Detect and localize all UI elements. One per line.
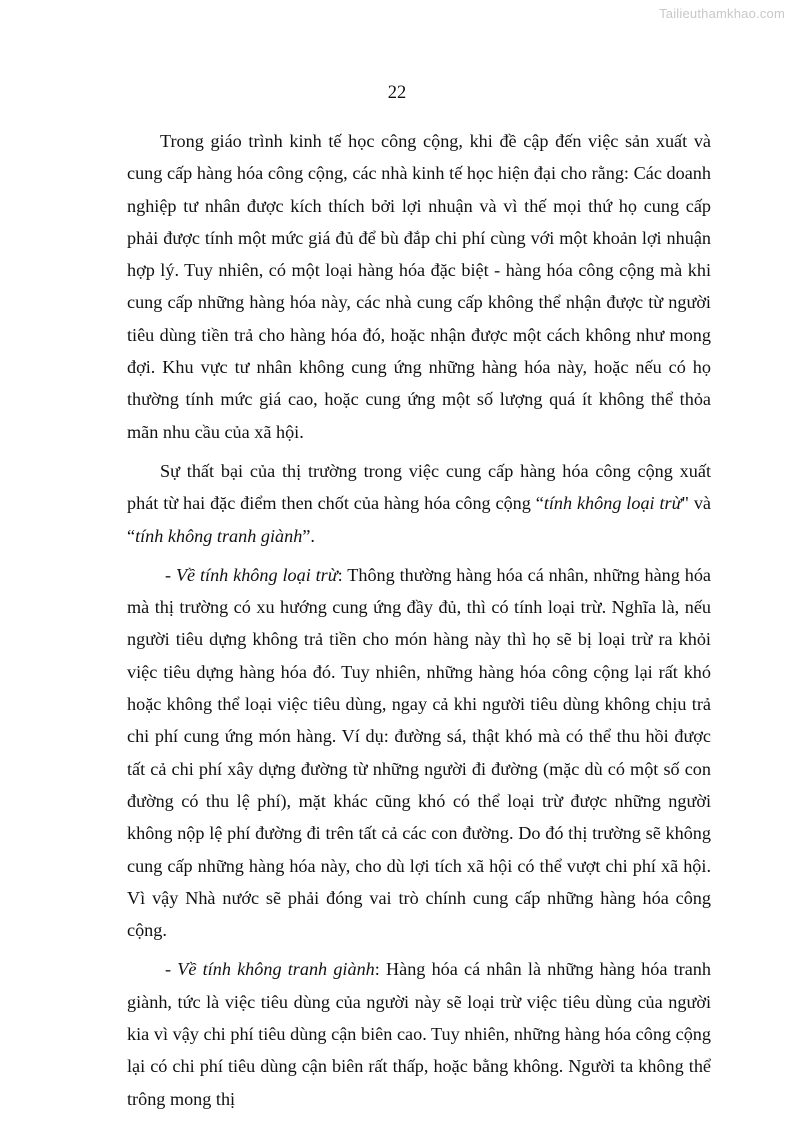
- list-dash: -: [165, 564, 176, 585]
- document-body: [127, 125, 711, 1115]
- section-heading-non-excludability: Về tính không loại trừ: [175, 564, 338, 585]
- term-non-rivalry: tính không tranh giành: [135, 525, 303, 546]
- paragraph-market-failure: [127, 455, 711, 552]
- paragraph-text: Sự thất bại của thị trường trong việc cung cấp hàng hóa công cộng xuất phát từ hai đặc điểm then chốt của hàng hóa công cộng “: [127, 460, 711, 514]
- paragraph-non-rivalry: [127, 953, 711, 1114]
- watermark: Tailieuthamkhao.com: [659, 6, 785, 21]
- paragraph-text: " và “: [127, 493, 711, 546]
- paragraph-text: : Thông thường hàng hóa cá nhân, những hàng hóa mà thị trường có xu hướng cung ứng đầy đủ, thì có tính loại trừ. Nghĩa là, nếu người tiêu dựng không trả tiền cho món hàng này thì họ sẽ bị loại trừ ra khỏi việc tiêu dựng hàng hóa đó. Tuy nhiên, những hàng hóa công cộng lại rất khó hoặc không thể loại việc tiêu dùng, ngay cả khi người tiêu dùng không chịu trả chi phí cung ứng món hàng. Ví dụ: đường sá, thật khó mà có thể thu hồi được tất cả chi phí xây dựng đường từ những người đi đường (mặc dù có một số con đường có thu lệ phí), mặt khác cũng khó có thể loại trừ được những người không nộp lệ phí đường đi trên tất cả các con đường. Do đó thị trường sẽ không cung cấp những hàng hóa này, cho dù lợi tích xã hội có thể vượt chi phí xã hội. Vì vậy Nhà nước sẽ phải đóng vai trò chính cung cấp những hàng hóa công cộng.: [127, 564, 711, 941]
- section-heading-non-rivalry: Về tính không tranh giành: [177, 959, 375, 980]
- paragraph-non-excludability: [127, 559, 711, 947]
- page-number: 22: [387, 83, 407, 103]
- term-non-excludability: tính không loại trừ: [543, 493, 682, 514]
- paragraph-text: ”.: [302, 525, 315, 546]
- paragraph-text: : Hàng hóa cá nhân là những hàng hóa tranh giành, tức là việc tiêu dùng của người này sẽ loại trừ việc tiêu dùng của người kia vì vậy chi phí tiêu dùng cận biên cao. Tuy nhiên, những hàng hóa công cộng lại có chi phí tiêu dùng cận biên rất thấp, hoặc bằng không. Người ta không thể trông mong thị: [127, 959, 711, 1109]
- list-dash: -: [165, 959, 178, 980]
- paragraph-intro: [127, 125, 711, 448]
- paragraph-text: Trong giáo trình kinh tế học công cộng, khi đề cập đến việc sản xuất và cung cấp hàng hóa công cộng, các nhà kinh tế học hiện đại cho rằng: Các doanh nghiệp tư nhân được kích thích bởi lợi nhuận và vì thế mọi thứ họ cung cấp phải được tính một mức giá đủ để bù đắp chi phí cùng với một khoản lợi nhuận hợp lý. Tuy nhiên, có một loại hàng hóa đặc biệt - hàng hóa công cộng mà khi cung cấp những hàng hóa này, các nhà cung cấp không thể nhận được từ người tiêu dùng tiền trả cho hàng hóa đó, hoặc nhận được một cách không như mong đợi. Khu vực tư nhân không cung ứng những hàng hóa này, hoặc nếu có họ thường tính mức giá cao, hoặc cung ứng một số lượng quá ít không thể thỏa mãn nhu cầu của xã hội.: [127, 131, 711, 442]
